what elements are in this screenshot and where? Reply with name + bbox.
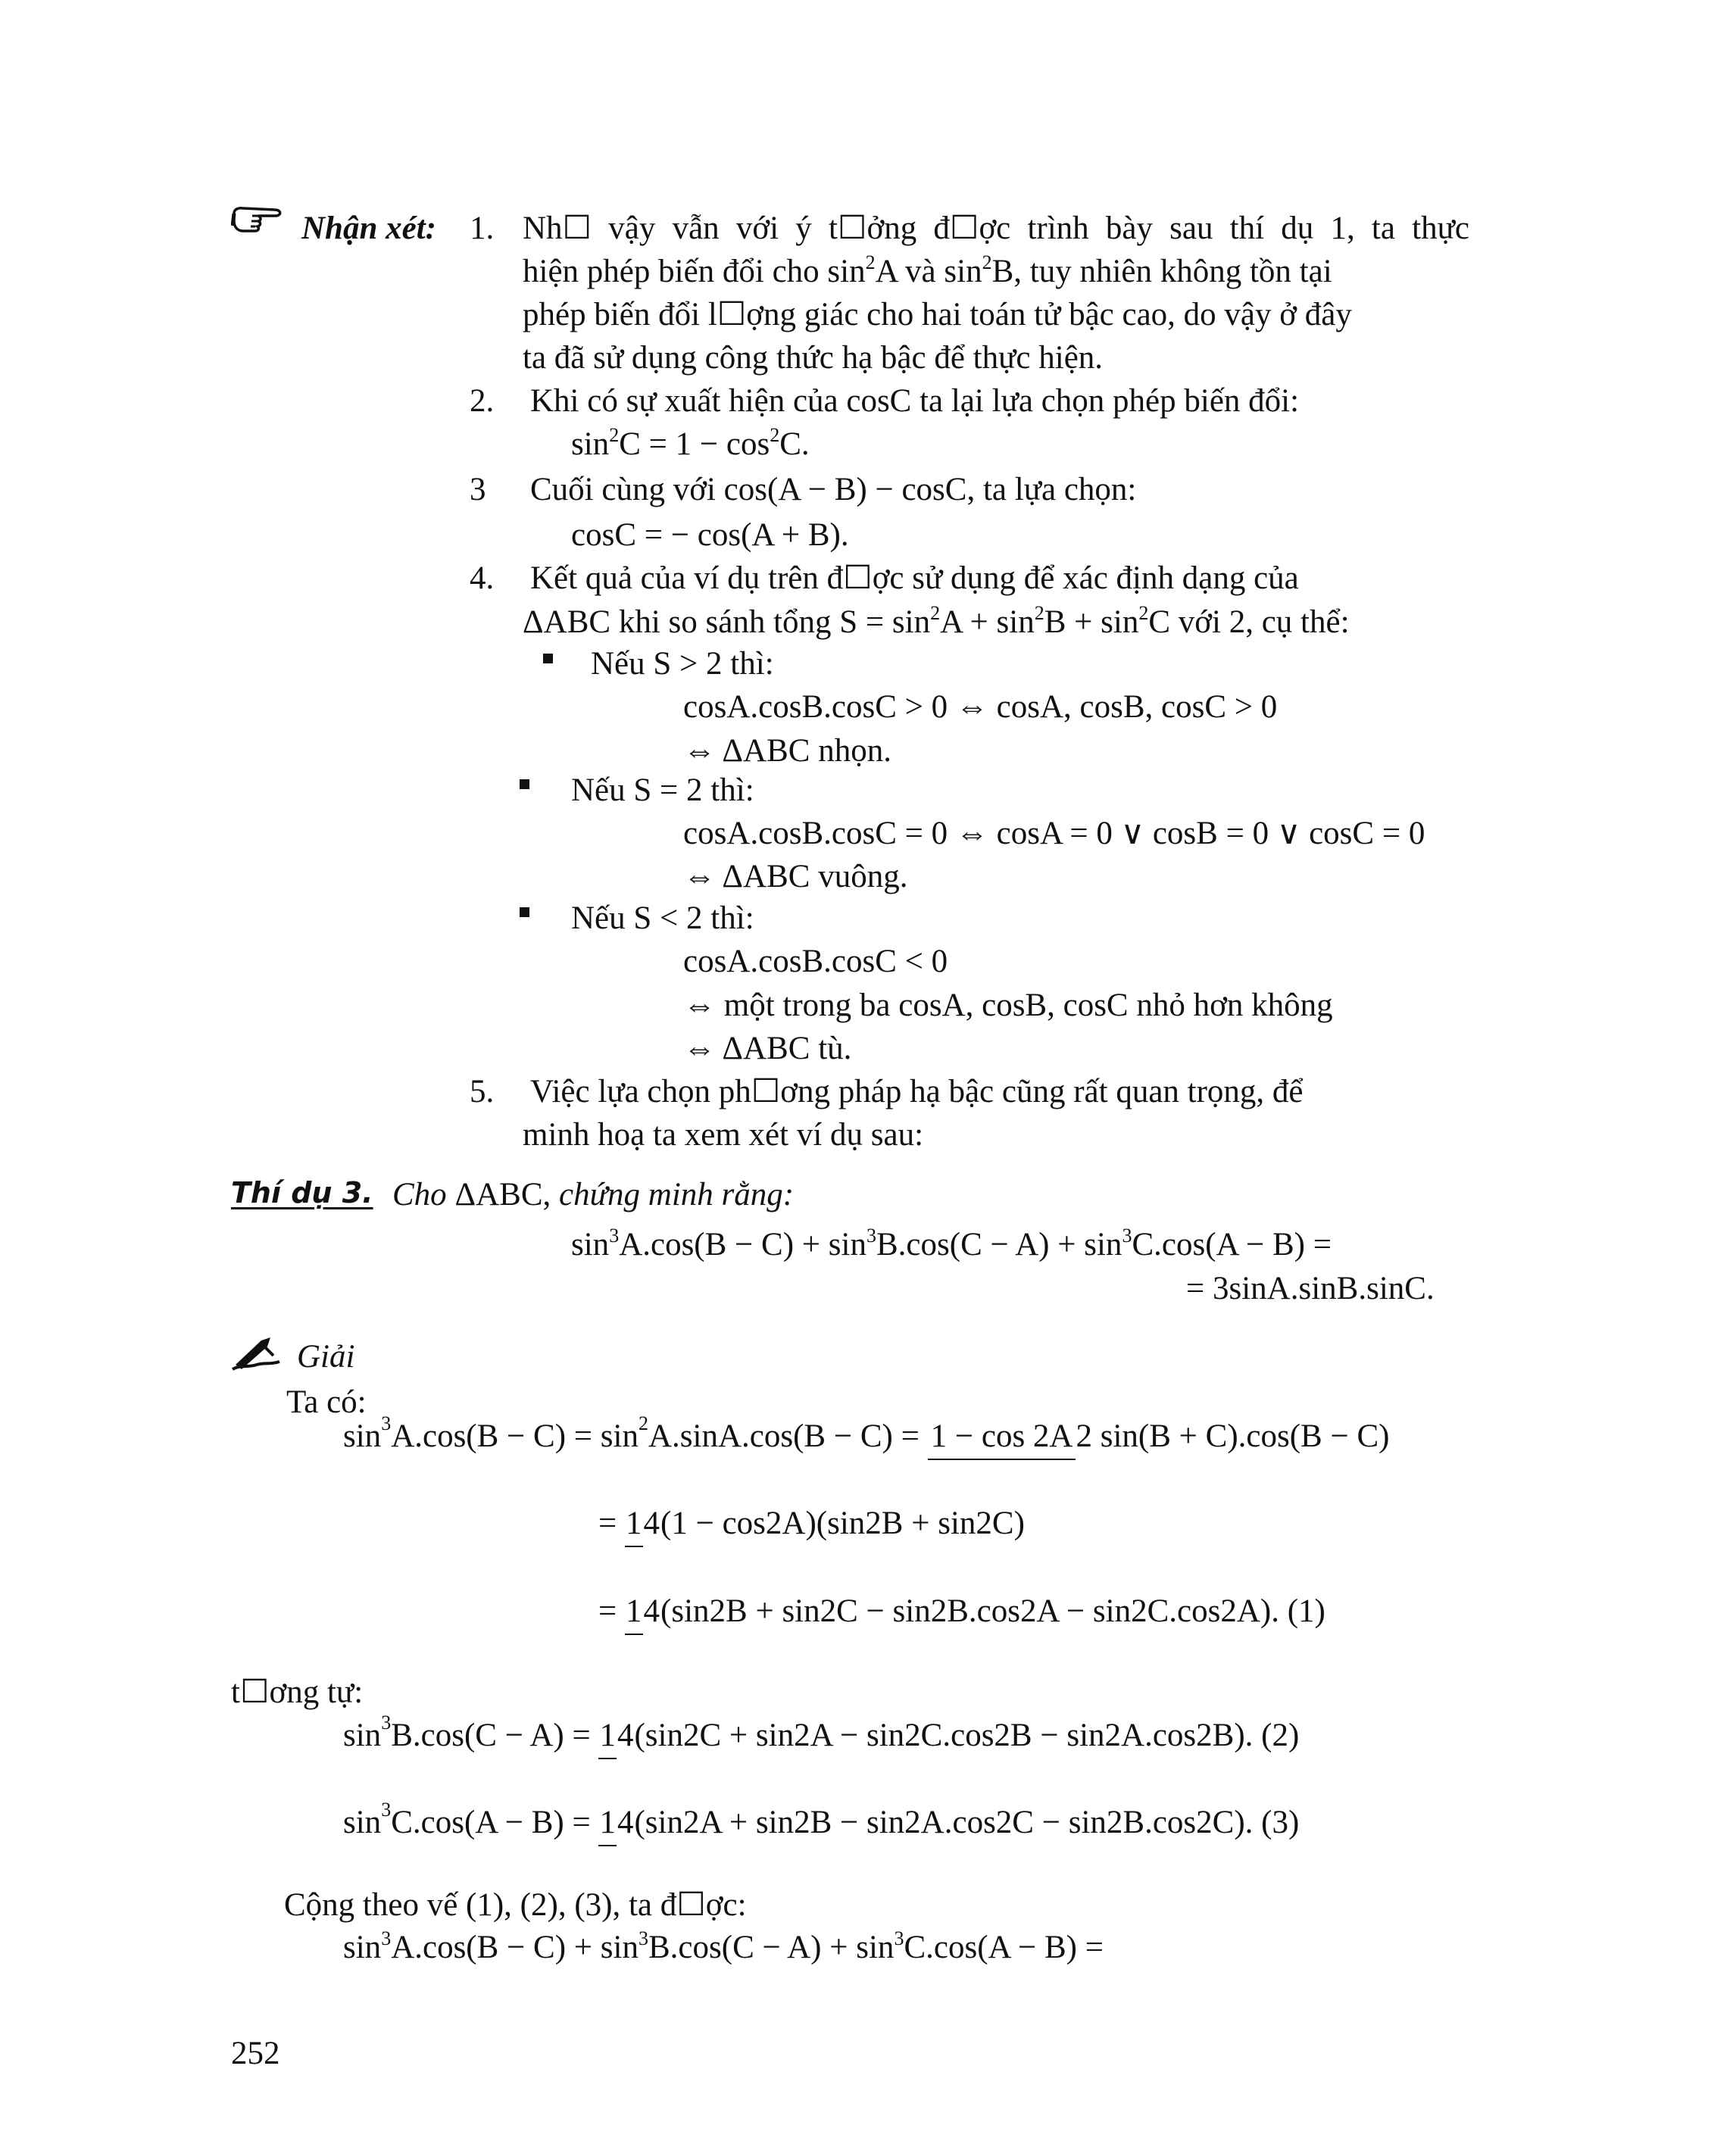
sum-sentence: Cộng theo vế (1), (2), (3), ta đ☐ợc: (284, 1887, 747, 1923)
page-number: 252 (231, 2036, 280, 2071)
remark-2-line-1: Khi có sự xuất hiện của cosC ta lại lựa chọn phép biến đổi: (530, 383, 1300, 419)
pointing-hand-icon (231, 203, 284, 233)
bullet-icon (520, 779, 529, 789)
pen-writing-icon (231, 1334, 284, 1371)
remark-1-number: 1. (470, 211, 495, 246)
fraction-denominator: 4 (643, 1593, 660, 1629)
remark-3-equation: cosC = − cos(A + B). (571, 517, 849, 553)
case-2-heading: Nếu S = 2 thì: (571, 772, 754, 808)
remark-5-line-2: minh hoạ ta xem xét ví dụ sau: (523, 1117, 924, 1153)
remark-3-line-1: Cuối cùng với cos(A − B) − cosC, ta lựa chọn: (530, 472, 1137, 507)
fraction-numerator: 1 (598, 1718, 617, 1759)
remark-label: Nhận xét: (301, 211, 436, 246)
remark-3-number: 3 (470, 472, 486, 507)
case-1-heading: Nếu S > 2 thì: (591, 646, 774, 682)
solution-label: Giải (297, 1339, 355, 1375)
remark-2-number: 2. (470, 383, 495, 419)
solution-intro: Ta có: (286, 1384, 367, 1420)
solution-step-2: = 14 (1 − cos2A)(sin2B + sin2C) (598, 1507, 1025, 1540)
fraction-numerator: 1 (625, 1593, 643, 1635)
remark-5-number: 5. (470, 1074, 495, 1109)
example-equation-line-1: $\sin^3A.\cos(B - C) + \sin^3B.\cos(C - A) + \sin^3C.\cos(A - B)$ = (571, 1225, 1332, 1262)
remark-4-line-1: Kết quả của ví dụ trên đ☐ợc sử dụng để xác định dạng của (530, 560, 1299, 596)
bullet-icon (543, 654, 553, 663)
remark-4-line-2: ΔABC khi so sánh tổng $S = \sin^2A + \sin^2B + \sin^2C$ với 2, cụ thể: (523, 602, 1350, 640)
example-title: Thí dụ 3. (231, 1176, 373, 1209)
fraction-numerator: 1 (598, 1805, 617, 1846)
remark-5-line-1: Việc lựa chọn ph☐ơng pháp hạ bậc cũng rất quan trọng, để (530, 1074, 1304, 1109)
similar-label: t☐ơng tự: (231, 1674, 364, 1710)
fraction-numerator: 1 (625, 1506, 643, 1547)
solution-step-3: = 14 (sin2B + sin2C − sin2B.cos2A − sin2C.cos2A). (1) (598, 1595, 1325, 1627)
remark-1-line-3: phép biến đổi l☐ợng giác cho hai toán tử bậc cao, do vậy ở đây (523, 297, 1352, 332)
case-1-equation-2: ⇔ ΔABC nhọn. (683, 733, 891, 769)
fraction-denominator: 4 (617, 1805, 634, 1840)
case-3-equation-3: ⇔ ΔABC tù. (683, 1031, 852, 1066)
remark-1-line-1: Nh☐ vậy vẫn với ý t☐ởng đ☐ợc trình bày sau thí dụ 1, ta thực (523, 211, 1469, 246)
fraction-numerator: 1 − cos 2A (928, 1418, 1076, 1460)
case-2-equation-1: cosA.cosB.cosC = 0 ⇔ cosA = 0 ∨ cosB = 0 ∨ cosC = 0 (683, 816, 1425, 851)
final-equation: $\sin^3A.\cos(B - C) + \sin^3B.\cos(C - A) + \sin^3C.\cos(A - B)$ = (343, 1927, 1104, 1965)
example-equation-line-2: = 3sinA.sinB.sinC. (1186, 1271, 1435, 1306)
example-intro: Cho ΔABC, chứng minh rằng: (392, 1177, 795, 1212)
fraction-denominator: 2 (1076, 1418, 1092, 1454)
remark-1-line-4: ta đã sử dụng công thức hạ bậc để thực hiện. (523, 340, 1104, 376)
bullet-icon (520, 907, 529, 917)
remark-2-equation: $\sin^2C = 1 - \cos^2C$. (571, 424, 810, 462)
solution-step-1: sin $^3$ A.cos(B − C) = sin $^2$ A.sinA.cos(B − C) = 1 − cos 2A2 sin(B + C).cos(B − C) (343, 1420, 1390, 1453)
case-2-equation-2: ⇔ ΔABC vuông. (683, 859, 908, 894)
case-3-equation-2: ⇔ một trong ba cosA, cosB, cosC nhỏ hơn không (683, 988, 1333, 1023)
fraction-denominator: 4 (617, 1718, 634, 1753)
case-3-equation-1: cosA.cosB.cosC < 0 (683, 944, 948, 979)
remark-1-line-2: hiện phép biến đổi cho $\sin^2A$ và $\sin^2B$, tuy nhiên không tồn tại (523, 251, 1332, 289)
remark-4-number: 4. (470, 560, 495, 596)
fraction-denominator: 4 (643, 1506, 660, 1541)
case-1-equation-1: cosA.cosB.cosC > 0 ⇔ cosA, cosB, cosC > 0 (683, 689, 1278, 725)
solution-step-5: sin $^3$ C.cos(A − B) = 14 (sin2A + sin2B − sin2A.cos2C − sin2B.cos2C). (3) (343, 1806, 1299, 1839)
case-3-heading: Nếu S < 2 thì: (571, 900, 754, 936)
solution-step-4: sin $^3$ B.cos(C − A) = 14 (sin2C + sin2A − sin2C.cos2B − sin2A.cos2B). (2) (343, 1719, 1299, 1752)
